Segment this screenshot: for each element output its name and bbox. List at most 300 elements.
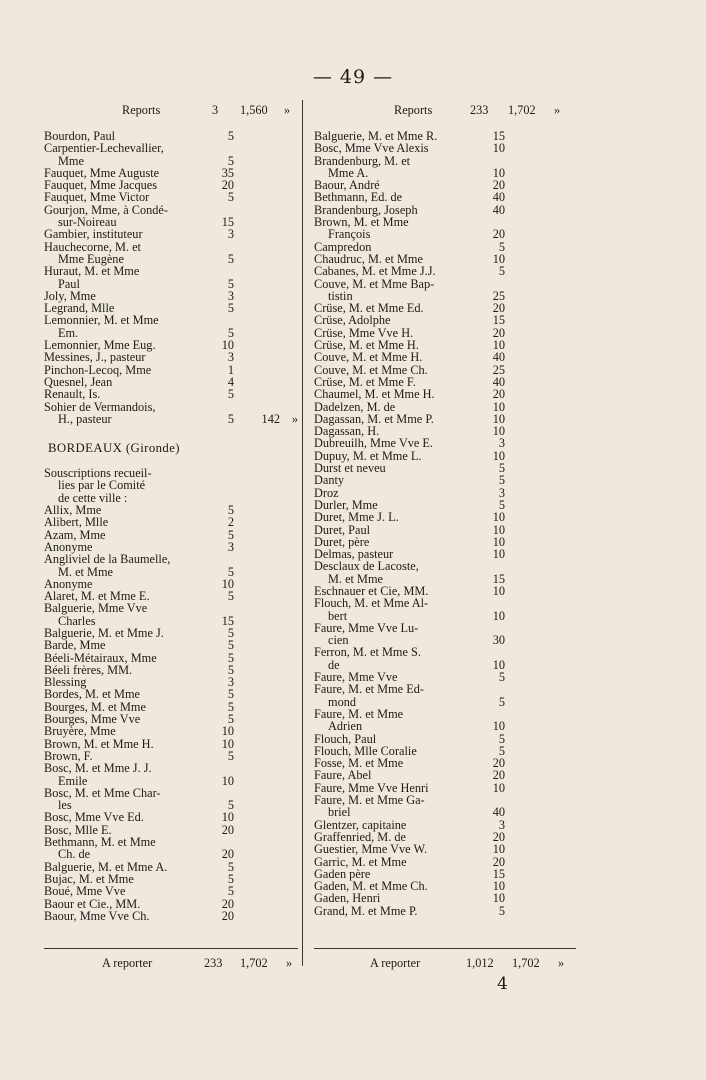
subscription-amount: 5 [227, 251, 234, 266]
subscriber-name: Dagassan, H. [314, 424, 380, 439]
carry-centimes: » [284, 103, 291, 117]
subscription-amount: 10 [492, 251, 505, 266]
subscriber-name: mond [328, 694, 357, 709]
subscription-amount: 10 [492, 547, 505, 562]
subscriber-name: Crüse, Mme Vve H. [314, 325, 414, 340]
list-item [314, 142, 576, 154]
carried-forward-right [314, 100, 576, 122]
subscriber-name: Fosse, M. et Mme [314, 756, 404, 771]
list-item [44, 142, 298, 154]
subscription-amount: 20 [492, 829, 505, 844]
list-item [44, 351, 298, 363]
subscription-amount: 10 [221, 773, 234, 788]
subscriber-name: Allix, Mme [44, 503, 102, 518]
subscription-amount: 10 [492, 141, 505, 156]
list-item [314, 524, 576, 536]
list-item [44, 553, 298, 565]
subscription-amount: 5 [227, 699, 234, 714]
subscriber-name: Faure, Mme Vve [314, 670, 398, 685]
subscription-amount: 5 [498, 731, 505, 746]
subscriber-name: Dupuy, M. et Mme L. [314, 448, 422, 463]
subscriber-name: Gourjon, Mme, à Condé- [44, 202, 168, 217]
subscriber-name: cien [328, 633, 349, 648]
subscriber-name: Crüse, M. et Mme Ed. [314, 301, 424, 316]
list-item [314, 843, 576, 855]
subscription-amount: 5 [227, 503, 234, 518]
list-item [314, 720, 576, 732]
carry-count: 3 [212, 103, 219, 117]
subscriber-name: Gaden, M. et Mme Ch. [314, 879, 428, 894]
subscriber-name: Fauquet, Mme Jacques [44, 178, 158, 193]
subscription-amount: 30 [492, 633, 505, 648]
subscriber-name: Fauquet, Mme Victor [44, 190, 150, 205]
subscription-amount: 15 [492, 313, 505, 328]
list-item [314, 401, 576, 413]
list-item [44, 762, 298, 774]
subscriber-name: Blessing [44, 675, 87, 690]
subscriber-name: Campredon [314, 239, 372, 254]
subscription-amount: 5 [498, 694, 505, 709]
list-item [314, 892, 576, 904]
subscriber-name: Gaden père [314, 866, 371, 881]
subscription-amount: 5 [498, 461, 505, 476]
subscription-amount: 5 [227, 638, 234, 653]
carry-label: Reports [122, 103, 161, 117]
subscriber-name: Baour, André [314, 178, 380, 193]
subscription-amount: 5 [498, 473, 505, 488]
subscription-amount: 20 [492, 227, 505, 242]
subscriber-name: Duret, Paul [314, 522, 371, 537]
subscription-amount: 4 [227, 374, 234, 389]
subscriber-name: Brown, M. et Mme H. [44, 736, 154, 751]
subscription-amount: 20 [492, 768, 505, 783]
subscriber-name: Messines, J., pasteur [44, 350, 146, 365]
to-carry-label-left: A reporter [102, 956, 153, 970]
subscriber-name: Durler, Mme [314, 497, 378, 512]
subscription-amount: 3 [227, 227, 234, 242]
subscription-amount: 3 [227, 288, 234, 303]
list-item [314, 646, 576, 658]
subscriber-name: Faure, Mme Vve Henri [314, 780, 429, 795]
subscription-amount: 10 [492, 608, 505, 623]
list-item [314, 856, 576, 868]
subscriber-name: Bosc, M. et Mme J. J. [44, 761, 152, 776]
to-carry-centimes-right: » [558, 956, 565, 970]
subscriber-name: Renault, Is. [44, 387, 101, 402]
subscription-amount: 10 [492, 780, 505, 795]
list-item [314, 794, 576, 806]
subscriber-name: tistin [328, 288, 353, 303]
subscription-amount: 5 [227, 325, 234, 340]
list-item [314, 265, 576, 277]
list-item [44, 848, 298, 860]
subscription-amount: 10 [492, 842, 505, 857]
subscriber-name: Flouch, Paul [314, 731, 377, 746]
subscriber-name: de cette ville : [58, 490, 128, 505]
subscriber-name: Mme A. [328, 165, 369, 180]
subscriber-name: Chaudruc, M. et Mme [314, 251, 423, 266]
subscription-amount: 40 [492, 350, 505, 365]
subscriber-name: Eschnauer et Cie, MM. [314, 583, 429, 598]
subscriber-name: Droz [314, 485, 339, 500]
subscriber-name: Dadelzen, M. de [314, 399, 396, 414]
subtotal-centimes: » [291, 411, 298, 426]
to-carry-count-left: 233 [204, 956, 223, 970]
list-item [314, 622, 576, 634]
subscription-amount: 5 [227, 712, 234, 727]
subscription-amount: 15 [221, 613, 234, 628]
subscription-amount: 20 [221, 896, 234, 911]
subscription-amount: 20 [221, 908, 234, 923]
subscriber-name: Duret, père [314, 534, 370, 549]
subscription-amount: 10 [492, 448, 505, 463]
subscriber-name: Barde, Mme [44, 638, 106, 653]
subscriber-name: Gambier, instituteur [44, 227, 143, 242]
subscriber-name: Alibert, Mlle [44, 515, 109, 530]
list-item [44, 725, 298, 737]
subscription-amount: 5 [498, 239, 505, 254]
list-item [44, 910, 298, 922]
subscriber-name: Angliviel de la Baumelle, [44, 552, 171, 567]
subscription-amount: 5 [498, 903, 505, 918]
subscription-amount: 15 [221, 215, 234, 230]
subscription-amount: 40 [492, 202, 505, 217]
subscriber-name: Anonyme [44, 539, 93, 554]
subscription-amount: 10 [492, 719, 505, 734]
list-item [44, 566, 298, 578]
list-item [314, 191, 576, 203]
subscriber-name: Flouch, M. et Mme Al- [314, 596, 429, 611]
subscription-amount: 5 [227, 527, 234, 542]
subscription-amount: 15 [492, 571, 505, 586]
subscriber-name: Couve, M. et Mme Bap- [314, 276, 435, 291]
subscriber-name: Fauquet, Mme Auguste [44, 165, 160, 180]
subscriber-name: Bosc, Mme Vve Alexis [314, 141, 429, 156]
subscription-amount: 5 [227, 301, 234, 316]
subscriber-name: Delmas, pasteur [314, 547, 394, 562]
subscription-amount: 20 [221, 847, 234, 862]
list-item [314, 511, 576, 523]
subscriber-name: Faure, Mme Vve Lu- [314, 620, 419, 635]
left-column [44, 100, 298, 922]
subscription-amount: 10 [221, 724, 234, 739]
subscription-amount: 10 [221, 810, 234, 825]
subscriber-name: Boué, Mme Vve [44, 884, 126, 899]
subscriber-name: Bruyère, Mme [44, 724, 116, 739]
subscriber-name: Faure, M. et Mme [314, 706, 404, 721]
list-item [44, 265, 298, 277]
list-item [44, 639, 298, 651]
subscription-amount: 25 [492, 362, 505, 377]
subscriber-name: Azam, Mme [44, 527, 106, 542]
subscriber-list-calvados [44, 130, 298, 425]
subscription-amount: 15 [492, 129, 505, 143]
subscription-amount: 5 [227, 589, 234, 604]
list-item [44, 775, 298, 787]
list-item [314, 806, 576, 818]
list-item [44, 401, 298, 413]
subscription-amount: 15 [492, 866, 505, 881]
list-item [314, 560, 576, 572]
subscriber-name: Guestier, Mme Vve W. [314, 842, 428, 857]
subscriber-name: Bourges, M. et Mme [44, 699, 146, 714]
subscriber-name: Ferron, M. et Mme S. [314, 645, 421, 660]
subscription-amount: 5 [498, 743, 505, 758]
subscriber-name: Faure, M. et Mme Ed- [314, 682, 424, 697]
subscriber-name: Bosc, Mlle E. [44, 822, 112, 837]
subscription-amount: 25 [492, 288, 505, 303]
subscriber-name: Anonyme [44, 576, 93, 591]
subscriber-name: Huraut, M. et Mme [44, 264, 140, 279]
list-item [44, 811, 298, 823]
list-item [314, 314, 576, 326]
subscriber-name: Baour, Mme Vve Ch. [44, 908, 150, 923]
subscriber-name: Graffenried, M. de [314, 829, 406, 844]
subscription-amount: 5 [227, 129, 234, 143]
subscription-amount: 3 [498, 817, 505, 832]
signature-mark: 4 [497, 974, 508, 994]
subscriber-name: Bosc, M. et Mme Char- [44, 785, 161, 800]
subscription-amount: 10 [492, 510, 505, 525]
list-item [44, 479, 298, 491]
subscription-amount: 5 [227, 153, 234, 168]
subscription-amount: 10 [492, 411, 505, 426]
subscriber-name: Carpentier-Lechevallier, [44, 141, 164, 156]
list-item [314, 278, 576, 290]
subscription-amount: 20 [492, 325, 505, 340]
subscriber-name: Crüse, Adolphe [314, 313, 391, 328]
subscriber-name: Dubreuilh, Mme Vve E. [314, 436, 433, 451]
section-title-bordeaux: BORDEAUX (Gironde) [48, 441, 180, 456]
list-item [314, 351, 576, 363]
subscription-amount: 5 [227, 687, 234, 702]
subscriber-name: Béeli-Métairaux, Mme [44, 650, 157, 665]
subscriber-name: Brown, M. et Mme [314, 215, 409, 230]
list-item [44, 191, 298, 203]
subscriber-name: lies par le Comité [58, 478, 146, 493]
subscriber-name: Couve, M. et Mme H. [314, 350, 423, 365]
subscriber-name: Pinchon-Lecoq, Mme [44, 362, 152, 377]
subscriber-name: Balguerie, M. et Mme J. [44, 625, 164, 640]
subscriber-name: Cabanes, M. et Mme J.J. [314, 264, 436, 279]
subscription-amount: 5 [227, 411, 234, 426]
subscriber-name: Mme Eugène [58, 251, 124, 266]
subscriber-name: Durst et neveu [314, 461, 386, 476]
subscriber-name: Quesnel, Jean [44, 374, 113, 389]
right-column [314, 100, 576, 917]
carry-centimes: » [554, 103, 561, 117]
carry-count: 233 [470, 103, 489, 117]
subscription-amount: 10 [221, 736, 234, 751]
subscription-amount: 10 [492, 891, 505, 906]
list-item [314, 683, 576, 695]
subscription-amount: 20 [221, 178, 234, 193]
subscription-amount: 10 [492, 338, 505, 353]
subscription-amount: 10 [492, 424, 505, 439]
subscription-amount: 5 [227, 884, 234, 899]
subscription-amount: 5 [498, 670, 505, 685]
subscription-amount: 5 [227, 625, 234, 640]
subscription-amount: 10 [492, 657, 505, 672]
subscriber-name: Paul [58, 276, 80, 291]
subscription-amount: 5 [227, 748, 234, 763]
subscriber-list-bordeaux [44, 467, 298, 922]
subscription-amount: 10 [221, 338, 234, 353]
subscription-amount: 2 [227, 515, 234, 530]
subscriber-name: Bordes, M. et Mme [44, 687, 140, 702]
subscription-amount: 20 [492, 301, 505, 316]
list-item [314, 437, 576, 449]
subscription-amount: 5 [498, 264, 505, 279]
subscription-amount: 3 [227, 675, 234, 690]
subscriber-name: Grand, M. et Mme P. [314, 903, 418, 918]
bottom-rule-left [44, 948, 298, 949]
carry-label: Reports [394, 103, 433, 117]
subscriber-name: H., pasteur [58, 411, 112, 426]
subscriber-name: Flouch, Mlle Coralie [314, 743, 417, 758]
column-divider [302, 100, 303, 966]
subscriber-name: Bethmann, M. et Mme [44, 835, 156, 850]
list-item [44, 388, 298, 400]
subscriber-name: Faure, Abel [314, 768, 372, 783]
subscriber-name: Béeli frères, MM. [44, 662, 133, 677]
list-item [44, 228, 298, 240]
to-carry-centimes-left: » [286, 956, 293, 970]
carry-total: 1,702 [508, 103, 536, 117]
subscription-amount: 5 [227, 859, 234, 874]
subscription-amount: 40 [492, 805, 505, 820]
subscriber-name: les [58, 798, 72, 813]
subscription-amount: 1 [227, 362, 234, 377]
subscriber-name: Balguerie, Mme Vve [44, 601, 148, 616]
subscriber-name: Ch. de [58, 847, 91, 862]
to-carry-total-right: 1,702 [512, 956, 540, 970]
subscriber-name: Crüse, M. et Mme F. [314, 374, 416, 389]
subscription-amount: 10 [221, 576, 234, 591]
subscriber-name: Bosc, Mme Vve Ed. [44, 810, 144, 825]
subscriber-name: Duret, Mme J. L. [314, 510, 399, 525]
subscriber-name: Balguerie, M. et Mme A. [44, 859, 168, 874]
subscriber-name: Desclaux de Lacoste, [314, 559, 419, 574]
subscriber-name: Balguerie, M. et Mme R. [314, 129, 438, 143]
subscriber-name: Brandenburg, Joseph [314, 202, 418, 217]
list-item [314, 388, 576, 400]
subscription-amount: 10 [492, 534, 505, 549]
subscription-amount: 3 [227, 350, 234, 365]
subscriber-name: Joly, Mme [44, 288, 96, 303]
subscriber-name: Gaden, Henri [314, 891, 381, 906]
subscription-amount: 20 [492, 854, 505, 869]
subscriber-name: sur-Noireau [58, 215, 117, 230]
subscription-amount: 40 [492, 374, 505, 389]
subscriber-name: Dagassan, M. et Mme P. [314, 411, 434, 426]
list-item [314, 228, 576, 240]
subscriber-name: Charles [58, 613, 96, 628]
carry-total: 1,560 [240, 103, 268, 117]
carried-forward-left [44, 100, 298, 122]
subscriber-name: Bethmann, Ed. de [314, 190, 403, 205]
subscriber-name: Mme [58, 153, 84, 168]
subscriber-name: Legrand, Mlle [44, 301, 115, 316]
subscriber-name: M. et Mme [58, 564, 113, 579]
list-item [314, 597, 576, 609]
subscription-amount: 5 [227, 190, 234, 205]
subscriber-name: Hauchecorne, M. et [44, 239, 141, 254]
subscriber-name: Emile [58, 773, 88, 788]
subscriber-name: Baour et Cie., MM. [44, 896, 141, 911]
subscriber-name: Brown, F. [44, 748, 93, 763]
subscription-amount: 10 [492, 399, 505, 414]
subscriber-name: Em. [58, 325, 79, 340]
subscription-amount: 10 [492, 165, 505, 180]
to-carry-count-right: 1,012 [466, 956, 494, 970]
subscriber-name: Crüse, M. et Mme H. [314, 338, 419, 353]
subscriber-name: Sohier de Vermandois, [44, 399, 156, 414]
subscription-amount: 5 [227, 871, 234, 886]
subscription-amount: 5 [498, 497, 505, 512]
subscription-amount: 3 [227, 539, 234, 554]
bottom-rule-right [314, 948, 576, 949]
subscriber-name: Chaumel, M. et Mme H. [314, 387, 435, 402]
subscriber-name: Brandenburg, M. et [314, 153, 411, 168]
subscription-amount: 10 [492, 522, 505, 537]
subscription-amount: 20 [492, 387, 505, 402]
subscription-amount: 3 [498, 436, 505, 451]
subscription-amount: 20 [492, 178, 505, 193]
subscription-amount: 5 [227, 276, 234, 291]
subscriber-name: Alaret, M. et Mme E. [44, 589, 150, 604]
subscription-amount: 10 [492, 583, 505, 598]
subscriber-name: bert [328, 608, 348, 623]
list-item [44, 314, 298, 326]
list-item [44, 516, 298, 528]
subscriber-name: Garric, M. et Mme [314, 854, 407, 869]
list-item [314, 474, 576, 486]
subscriber-list-bordeaux-cont [314, 130, 576, 917]
subscriber-name: Bujac, M. et Mme [44, 871, 134, 886]
subscriber-name: Danty [314, 473, 345, 488]
list-item [314, 462, 576, 474]
subscription-amount: 5 [227, 387, 234, 402]
subscriber-name: Bourdon, Paul [44, 129, 116, 143]
subscriber-name: Souscriptions recueil- [44, 466, 152, 481]
list-item [314, 905, 576, 917]
subscriber-name: M. et Mme [328, 571, 383, 586]
subscriber-name: Glentzer, capitaine [314, 817, 407, 832]
subscription-amount: 35 [221, 165, 234, 180]
subscriber-name: Lemonnier, Mme Eug. [44, 338, 156, 353]
subscription-amount: 10 [492, 879, 505, 894]
subscription-amount: 5 [227, 798, 234, 813]
subscriber-name: de [328, 657, 340, 672]
list-item [44, 688, 298, 700]
subscriber-name: François [328, 227, 371, 242]
list-item [44, 787, 298, 799]
list-item [44, 278, 298, 290]
to-carry-label-right: A reporter [370, 956, 421, 970]
subscriber-name: Lemonnier, M. et Mme [44, 313, 159, 328]
subscription-amount: 5 [227, 662, 234, 677]
list-item [44, 898, 298, 910]
subscriber-name: Bourges, Mme Vve [44, 712, 141, 727]
subscription-amount: 40 [492, 190, 505, 205]
subscription-amount: 20 [221, 822, 234, 837]
subscriber-name: Adrien [328, 719, 363, 734]
list-item [44, 885, 298, 897]
subscription-amount: 5 [227, 564, 234, 579]
subscription-amount: 20 [492, 756, 505, 771]
subscriber-name: Couve, M. et Mme Ch. [314, 362, 428, 377]
